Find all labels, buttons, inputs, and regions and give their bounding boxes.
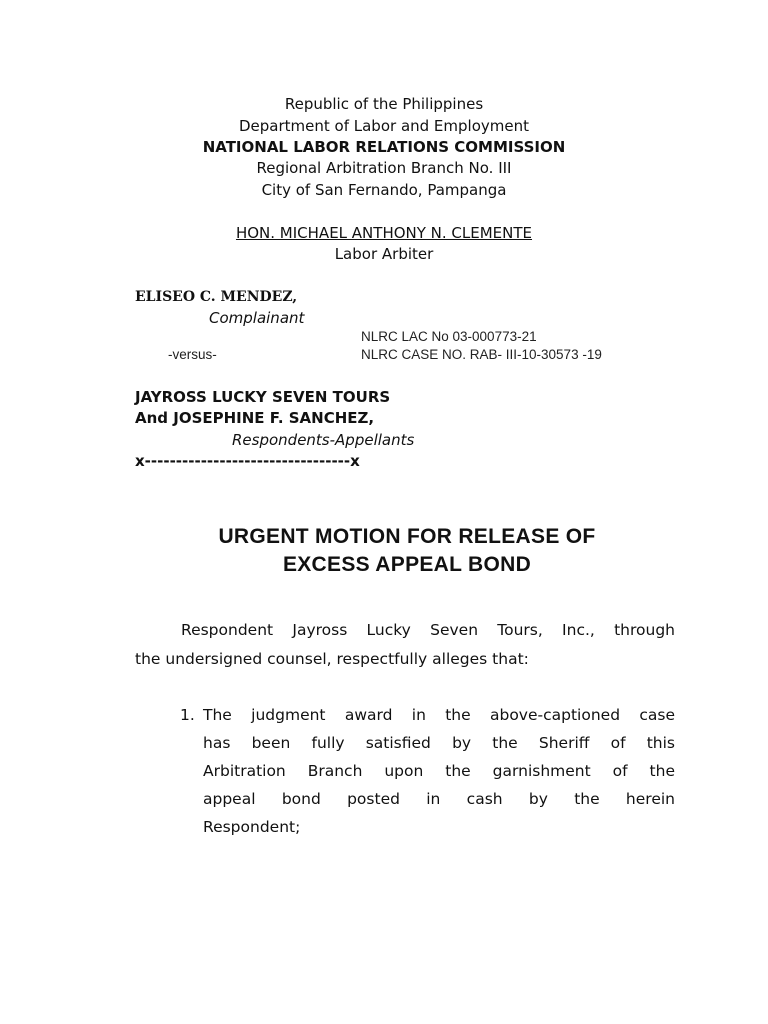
caption-separator: x---------------------------------x <box>135 452 360 470</box>
header-branch: Regional Arbitration Branch No. III <box>256 159 512 177</box>
complainant-role: Complainant <box>209 309 305 327</box>
header-republic: Republic of the Philippines <box>284 95 484 113</box>
arbiter-name: HON. MICHAEL ANTHONY N. CLEMENTE <box>235 224 533 242</box>
respondent-name-line2: And JOSEPHINE F. SANCHEZ, <box>135 409 375 427</box>
header-department: Department of Labor and Employment <box>239 117 529 135</box>
header-commission: NATIONAL LABOR RELATIONS COMMISSION <box>202 138 566 156</box>
item-1-number: 1. <box>180 706 195 724</box>
respondent-role: Respondents-Appellants <box>232 431 415 449</box>
header-city: City of San Fernando, Pampanga <box>261 181 507 199</box>
motion-title-line1: URGENT MOTION FOR RELEASE OF <box>218 525 596 548</box>
item-1-line-4: appeal bond posted in cash by the herein <box>203 790 675 808</box>
arbiter-title: Labor Arbiter <box>334 245 434 263</box>
item-1-line-3: Arbitration Branch upon the garnishment of the <box>203 762 675 780</box>
intro-line-2: the undersigned counsel, respectfully alleges that: <box>135 650 529 668</box>
versus-label: -versus- <box>168 347 217 362</box>
motion-title-line2: EXCESS APPEAL BOND <box>282 553 532 576</box>
case-number-rab: NLRC CASE NO. RAB- III-10-30573 -19 <box>361 347 602 362</box>
case-number-lac: NLRC LAC No 03-000773-21 <box>361 329 537 344</box>
item-1-line-5: Respondent; <box>203 818 301 836</box>
respondent-name-line1: JAYROSS LUCKY SEVEN TOURS <box>135 388 391 406</box>
complainant-name: ELISEO C. MENDEZ, <box>135 289 298 305</box>
item-1-line-2: has been fully satisfied by the Sheriff of this <box>203 734 675 752</box>
intro-line-1: Respondent Jayross Lucky Seven Tours, Inc., through <box>181 621 675 639</box>
item-1-line-1: The judgment award in the above-captioned case <box>203 706 675 724</box>
